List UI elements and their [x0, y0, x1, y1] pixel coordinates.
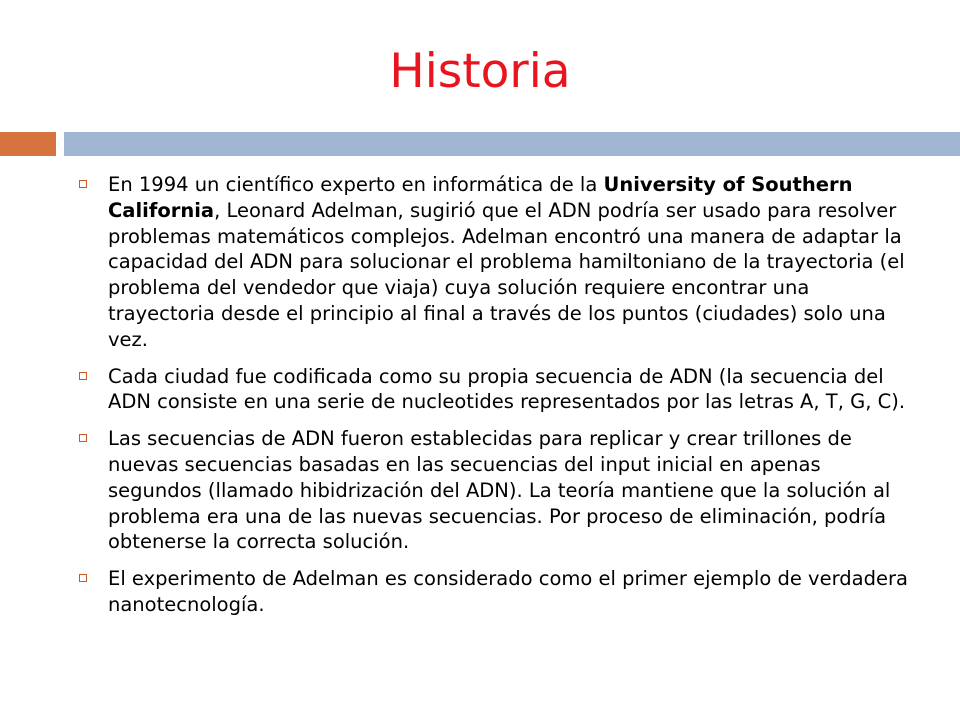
- bullet-text: Cada ciudad fue codificada como su propia secuencia de ADN (la secuencia del ADN consiste en una serie de nucleotides representados por las letras A, T, G, C).: [108, 364, 906, 414]
- bullet-text: Las secuencias de ADN fueron establecidas para replicar y crear trillones de nuevas secuencias basadas en las secuencias del input inicial en apenas segundos (llamado hibidrización del ADN). La teoría mantiene que la solución al problema era una de las nuevas secuencias. Por proceso de eliminación, podría obtenerse la correcta solución.: [108, 427, 891, 554]
- bullet-text-part: , Leonard Adelman, sugirió que el ADN podría ser usado para resolver problemas matemáticos complejos. Adelman encontró una manera de adaptar la capacidad del ADN para solucionar el problema hamiltoniano de la trayectoria (el problema del vendedor que viaja) cuya solución requiere encontrar una trayectoria desde el principio al final a través de los puntos (ciudades) solo una vez.: [108, 198, 905, 351]
- slide-title: Historia: [389, 44, 571, 99]
- bullet-text: El experimento de Adelman es considerado como el primer ejemplo de verdadera nanotecnología.: [108, 567, 908, 616]
- square-bullet-icon: [79, 434, 87, 442]
- bullet-list: [76, 172, 912, 629]
- bullet-text-bold: University of Southern California: [108, 173, 853, 222]
- bullet-item: [76, 172, 912, 353]
- bullet-text-part: En 1994 un científico experto en informática de la: [108, 173, 604, 196]
- square-bullet-icon: [79, 574, 87, 582]
- bullet-item: [76, 426, 912, 555]
- bullet-item: [76, 566, 912, 618]
- title-divider-bar: [64, 132, 960, 156]
- square-bullet-icon: [79, 372, 87, 380]
- square-bullet-icon: [79, 180, 87, 188]
- bullet-item: [76, 364, 912, 416]
- title-divider-accent: [0, 132, 56, 156]
